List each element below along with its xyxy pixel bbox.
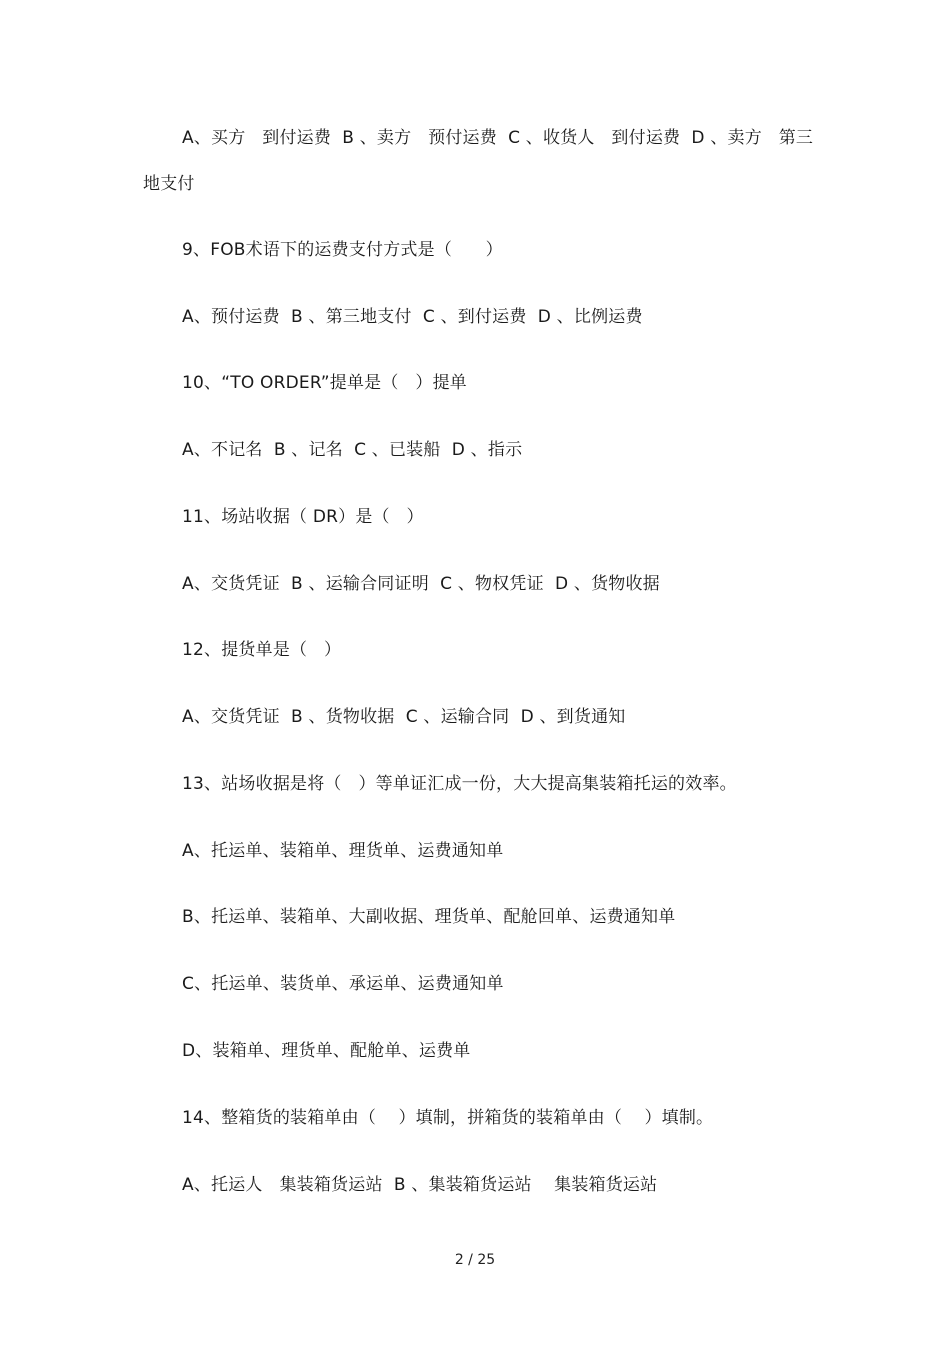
question-13: 13、站场收据是将（ ）等单证汇成一份，大大提高集装箱托运的效率。 bbox=[182, 774, 737, 794]
question-13-option-d: D、装箱单、理货单、配舱单、运费单 bbox=[182, 1041, 471, 1061]
page-number: 2 / 25 bbox=[454, 1252, 496, 1268]
question-8-options-line-2: 地支付 bbox=[143, 174, 195, 194]
question-11-options: A、交货凭证 B 、运输合同证明 C 、物权凭证 D 、货物收据 bbox=[182, 574, 660, 594]
question-13-option-b: B、托运单、装箱单、大副收据、理货单、配舱回单、运费通知单 bbox=[182, 907, 676, 927]
question-13-option-a: A、托运单、装箱单、理货单、运费通知单 bbox=[182, 841, 504, 861]
question-8-options-line-1: A、买方 到付运费 B 、卖方 预付运费 C 、收货人 到付运费 D 、卖方 第三 bbox=[182, 128, 814, 148]
question-12-options: A、交货凭证 B 、货物收据 C 、运输合同 D 、到货通知 bbox=[182, 707, 626, 727]
question-10-options: A、不记名 B 、记名 C 、已装船 D 、指示 bbox=[182, 440, 523, 460]
question-14-options: A、托运人 集装箱货运站 B 、集装箱货运站 集装箱货运站 bbox=[182, 1175, 658, 1195]
question-14: 14、整箱货的装箱单由（ ）填制，拼箱货的装箱单由（ ）填制。 bbox=[182, 1108, 714, 1128]
question-9: 9、FOB术语下的运费支付方式是（ ） bbox=[182, 240, 503, 260]
question-9-options: A、预付运费 B 、第三地支付 C 、到付运费 D 、比例运费 bbox=[182, 307, 643, 327]
question-13-option-c: C、托运单、装货单、承运单、运费通知单 bbox=[182, 974, 504, 994]
question-12: 12、提货单是（ ） bbox=[182, 640, 342, 660]
question-10: 10、“TO ORDER”提单是（ ）提单 bbox=[182, 373, 467, 393]
question-11: 11、场站收据（ DR）是（ ） bbox=[182, 507, 424, 527]
